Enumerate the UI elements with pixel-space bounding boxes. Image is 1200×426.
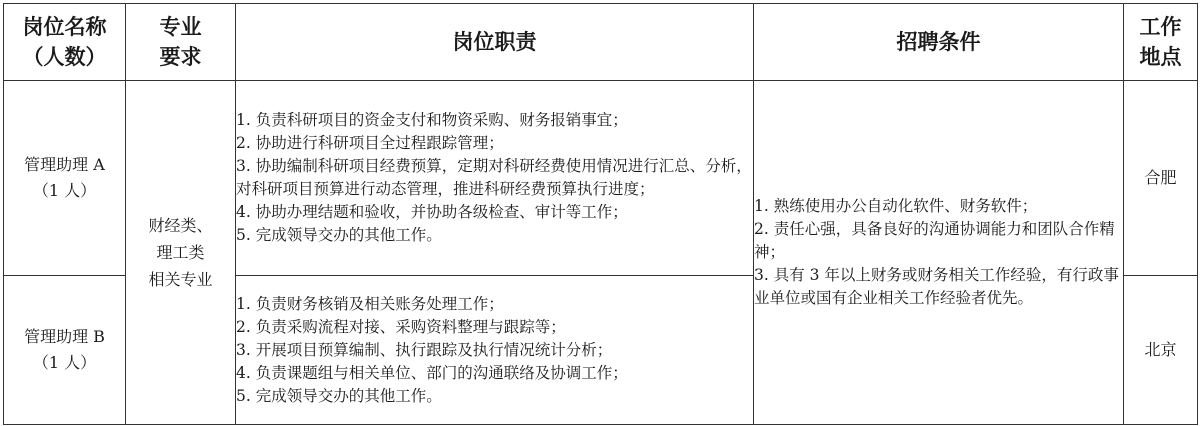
header-location-line2: 地点 (1139, 45, 1182, 69)
position-b-duties (236, 276, 754, 425)
condition-item: 3. 具有 3 年以上财务或财务相关工作经验，有行政事业单位或国有企业相关工作经验者优先。 (754, 266, 1119, 307)
header-location (1124, 4, 1198, 81)
position-b-count: （1 人） (32, 353, 97, 372)
position-b-name: 管理助理 B (24, 327, 105, 346)
major-cell (126, 81, 236, 425)
list-item: 4. 协助办理结题和验收，并协助各级检查、审计等工作； (236, 203, 628, 221)
position-b-location: 北京 (1124, 276, 1198, 425)
table-row-position-a (4, 81, 1198, 276)
header-position (4, 4, 126, 81)
conditions-cell (754, 81, 1124, 425)
list-item: 3. 开展项目预算编制、执行跟踪及执行情况统计分析； (236, 340, 613, 359)
list-item: 2. 协助进行科研项目全过程跟踪管理； (236, 134, 504, 152)
header-major-line1: 专业 (159, 15, 202, 39)
position-a-duties (236, 81, 754, 276)
major-line2: 理工类 (156, 243, 205, 262)
header-row (4, 4, 1198, 81)
header-major-line2: 要求 (159, 45, 202, 69)
list-item: 5. 完成领导交办的其他工作。 (236, 386, 442, 405)
list-item: 1. 负责财务核销及相关账务处理工作； (236, 294, 504, 313)
list-item: 5. 完成领导交办的其他工作。 (236, 226, 442, 244)
header-position-line2: （人数） (22, 45, 107, 69)
header-conditions: 招聘条件 (754, 4, 1124, 81)
position-a-cell (4, 81, 126, 276)
header-duties: 岗位职责 (236, 4, 754, 81)
position-a-count: （1 人） (32, 181, 97, 200)
position-b-cell (4, 276, 126, 425)
position-a-name: 管理助理 A (24, 155, 105, 174)
list-item: 1. 负责科研项目的资金支付和物资采购、财务报销事宜； (236, 111, 628, 129)
condition-item: 2. 责任心强，具备良好的沟通协调能力和团队合作精神； (754, 220, 1115, 261)
recruitment-table (3, 3, 1198, 425)
major-line1: 财经类、 (148, 216, 213, 235)
condition-item: 1. 熟练使用办公自动化软件、财务软件； (754, 197, 1038, 215)
header-location-line1: 工作 (1139, 15, 1182, 39)
list-item: 3. 协助编制科研项目经费预算，定期对科研经费使用情况进行汇总、分析，对科研项目预算进行动态管理，推进科研经费预算执行进度； (236, 157, 752, 198)
position-a-location: 合肥 (1124, 81, 1198, 276)
major-line3: 相关专业 (148, 270, 213, 289)
header-position-line1: 岗位名称 (22, 15, 107, 39)
list-item: 4. 负责课题组与相关单位、部门的沟通联络及协调工作； (236, 363, 628, 382)
list-item: 2. 负责采购流程对接、采购资料整理与跟踪等； (236, 317, 566, 336)
header-major (126, 4, 236, 81)
